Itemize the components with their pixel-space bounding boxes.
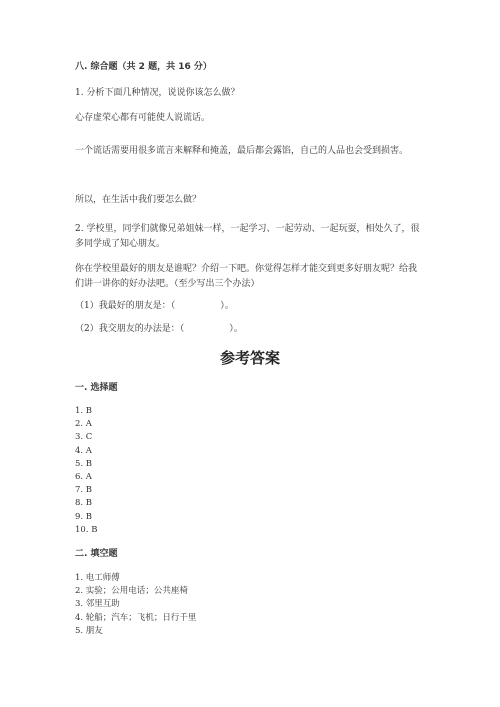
list-item: 4. 轮船；汽车；飞机；日行千里	[75, 612, 197, 623]
list-item: 1. 电工师傅	[75, 573, 120, 583]
q2-sub2: （2）我交朋友的办法是：（ ）。	[75, 324, 243, 334]
answers-title: 参考答案	[219, 349, 280, 367]
q2-sub1: （1）我最好的朋友是：（ ）。	[75, 301, 234, 311]
list-item: 2. A	[75, 419, 92, 430]
q2-prompt: 2. 学校里，同学们就像兄弟姐妹一样，一起学习、一起劳动、一起玩耍，相处久了，很多同学成了知心朋友。	[75, 224, 420, 249]
list-item: 10. B	[75, 524, 98, 535]
section8-heading: 八. 综合题（共 2 题，共 16 分）	[75, 62, 212, 72]
list-item: 2. 实验；公用电话；公共座椅	[75, 586, 188, 597]
list-item: 5. 朋友	[75, 625, 103, 636]
answers-section2-heading: 二. 填空题	[75, 549, 118, 559]
list-item: 6. A	[75, 472, 92, 483]
list-item: 7. B	[75, 485, 93, 496]
q1-line3: 所以，在生活中我们要怎么做？	[75, 195, 202, 205]
list-item: 3. C	[75, 432, 93, 443]
q1-line2: 一个谎话需要用很多谎言来解释和掩盖，最后都会露馅，自己的人品也会受到损害。	[75, 146, 409, 156]
answers-section1-heading: 一. 选择题	[75, 383, 118, 393]
list-item: 3. 邻里互助	[75, 599, 120, 610]
q1-line1: 心存虚荣心都有可能使人说谎话。	[75, 113, 211, 123]
q2-para: 你在学校里最好的朋友是谁呢？介绍一下吧。你觉得怎样才能交到更多好朋友呢？给我们讲一讲你的好办法吧。（至少写出三个办法）	[75, 264, 418, 289]
answers-section2-list	[75, 572, 196, 638]
list-item: 1. B	[75, 406, 93, 416]
q1-prompt: 1. 分析下面几种情况，说说你该怎么做？	[75, 88, 240, 98]
list-item: 8. B	[75, 498, 93, 509]
list-item: 4. A	[75, 445, 92, 456]
list-item: 5. B	[75, 458, 93, 469]
answers-section1-list	[75, 405, 97, 537]
list-item: 9. B	[75, 511, 93, 522]
